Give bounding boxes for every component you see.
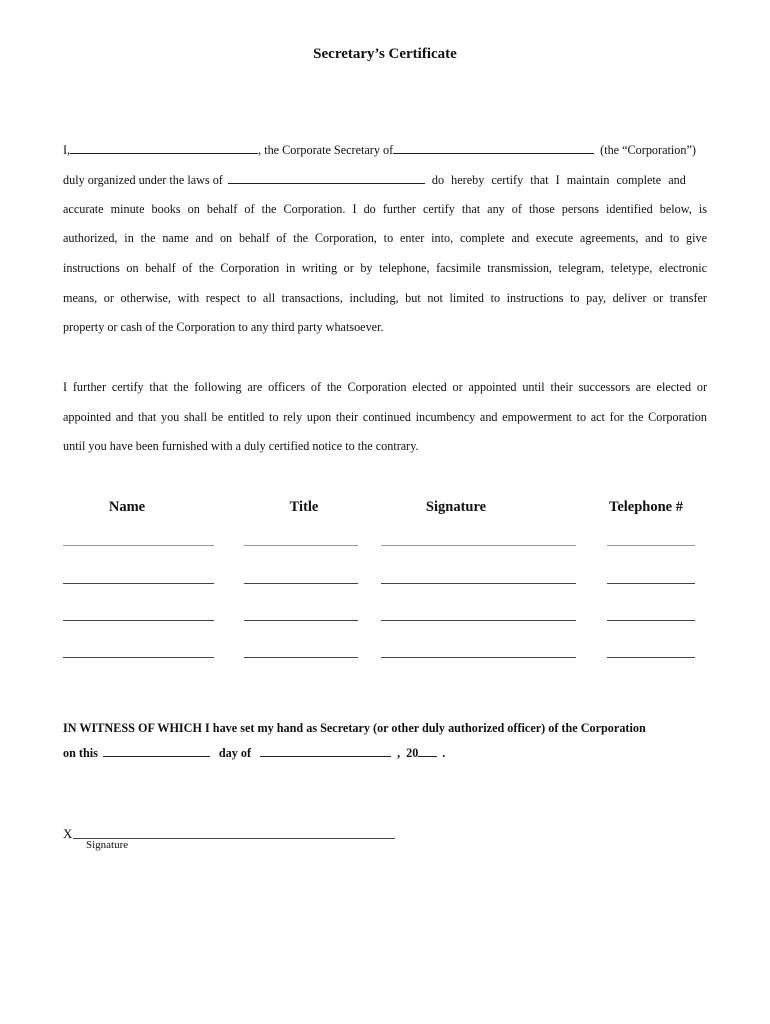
title-field[interactable] xyxy=(244,583,358,584)
signature-field[interactable] xyxy=(381,583,576,584)
telephone-field[interactable] xyxy=(607,620,695,621)
para2-line3: until you have been furnished with a duly certified notice to the contrary. xyxy=(63,439,419,453)
jurisdiction-field[interactable] xyxy=(228,172,425,184)
comma-text: , xyxy=(397,746,401,760)
header-title: Title xyxy=(289,499,319,515)
year-prefix: 20 xyxy=(406,746,419,760)
header-telephone: Telephone # xyxy=(609,499,683,515)
x-mark: X xyxy=(63,826,73,841)
header-name: Name xyxy=(108,499,146,515)
name-field[interactable] xyxy=(63,583,214,584)
para1-l1b: , the Corporate Secretary of xyxy=(258,143,394,157)
witness-line2 xyxy=(63,745,445,761)
signature-field[interactable] xyxy=(381,545,576,546)
month-field[interactable] xyxy=(260,745,391,757)
document-title: Secretary’s Certificate xyxy=(313,46,457,62)
day-field[interactable] xyxy=(103,745,210,757)
name-field[interactable] xyxy=(63,545,214,546)
name-field[interactable] xyxy=(63,620,214,621)
para1-line5: instructions on behalf of the Corporation in writing or by telephone, facsimile transmission, telegram, teletype, electronic xyxy=(63,261,707,275)
telephone-field[interactable] xyxy=(607,657,695,658)
signature-field[interactable] xyxy=(381,620,576,621)
para1-line4: authorized, in the name and on behalf of the Corporation, to enter into, complete and execute agreements, and to give xyxy=(63,231,707,245)
title-field[interactable] xyxy=(244,545,358,546)
telephone-field[interactable] xyxy=(607,583,695,584)
para2-line1: I further certify that the following are officers of the Corporation elected or appointed until their successors are elected or xyxy=(63,380,707,394)
name-field[interactable] xyxy=(63,657,214,658)
witness-line1: IN WITNESS OF WHICH I have set my hand as Secretary (or other duly authorized officer) of the Corporation xyxy=(63,721,646,735)
secretary-name-field[interactable] xyxy=(70,142,258,154)
para1-line7: property or cash of the Corporation to any third party whatsoever. xyxy=(63,320,384,334)
header-signature: Signature xyxy=(425,499,487,515)
para1-line6: means, or otherwise, with respect to all transactions, including, but not limited to instructions to pay, deliver or transfer xyxy=(63,291,707,305)
title-field[interactable] xyxy=(244,657,358,658)
para1-line1 xyxy=(63,142,707,158)
period-text: . xyxy=(442,746,446,760)
para1-l1c: (the “Corporation”) xyxy=(600,143,696,157)
para1-l2a: duly organized under the laws of xyxy=(63,173,223,187)
title-field[interactable] xyxy=(244,620,358,621)
signature-label: Signature xyxy=(86,839,129,851)
telephone-field[interactable] xyxy=(607,545,695,546)
on-this-label: on this xyxy=(63,746,98,760)
para2-line2: appointed and that you shall be entitled to rely upon their continued incumbency and empowerment to act for the Corporation xyxy=(63,410,707,424)
para1-line2 xyxy=(63,172,707,188)
signature-field[interactable] xyxy=(381,657,576,658)
para1-l2b: do hereby certify that I maintain complete and xyxy=(431,173,686,187)
para1-line3: accurate minute books on behalf of the Corporation. I do further certify that any of those persons identified below, is xyxy=(63,202,707,216)
day-of-label: day of xyxy=(218,746,252,760)
corporation-name-field[interactable] xyxy=(393,142,594,154)
year-field[interactable] xyxy=(418,745,437,757)
para1-l1a: I, xyxy=(63,143,71,157)
